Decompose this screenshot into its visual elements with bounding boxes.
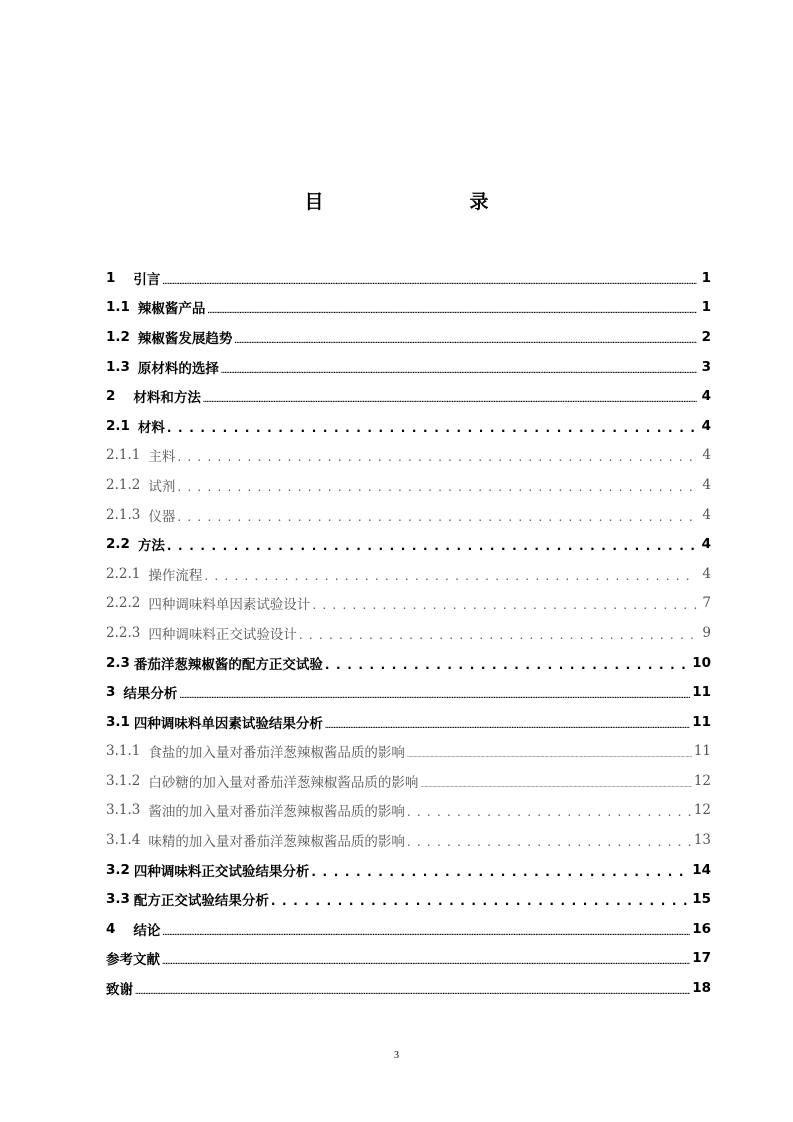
toc-entry[interactable]: [106, 648, 711, 678]
toc-entry-number: 3.1: [106, 713, 130, 730]
toc-entry[interactable]: [106, 381, 711, 411]
toc-entry-title: 方法: [137, 538, 165, 555]
toc-entry[interactable]: [106, 825, 711, 855]
toc-leader-dots: [135, 982, 690, 998]
toc-entry-page: 4: [701, 417, 711, 434]
toc-entry-page: 4: [701, 388, 711, 405]
toc-entry-title: 四种调味料单因素试验结果分析: [133, 715, 323, 732]
toc-entry-page: 18: [692, 980, 711, 997]
toc-entry-title: 材料和方法: [133, 390, 201, 407]
toc-leader-dots: [407, 834, 692, 850]
toc-entry-title: 仪器: [148, 508, 176, 525]
toc-entry-page: 10: [692, 654, 711, 671]
toc-entry-title: 味精的加入量对番茄洋葱辣椒酱品质的影响: [148, 834, 405, 851]
toc-leader-dots: [177, 479, 697, 495]
toc-entry-title: 操作流程: [148, 567, 203, 584]
toc-leader-dots: [325, 716, 690, 732]
toc-entry[interactable]: [106, 322, 711, 352]
toc-leader-dots: [311, 864, 690, 880]
toc-entry-page: 11: [692, 713, 711, 730]
toc-leader-dots: [407, 745, 692, 761]
toc-leader-dots: [203, 390, 697, 406]
toc-entry-title: 四种调味料单因素试验设计: [148, 597, 311, 614]
toc-entry-page: 4: [701, 536, 711, 553]
toc-entry-number: 3.3: [106, 891, 130, 908]
toc-entry-page: 13: [693, 832, 711, 849]
toc-entry-number: 2.2.3: [106, 624, 141, 641]
toc-leader-dots: [177, 449, 697, 465]
toc-entry-title: 结果分析: [123, 686, 178, 703]
toc-entry-title: 食盐的加入量对番茄洋葱辣椒酱品质的影响: [148, 745, 405, 762]
toc-entry-page: 12: [693, 772, 711, 789]
toc-entry[interactable]: [106, 677, 711, 707]
toc-entry-number: 2.1.2: [106, 476, 141, 493]
toc-entry-number: 2.1.1: [106, 447, 141, 464]
toc-entry-title: 辣椒酱产品: [137, 301, 206, 318]
toc-leader-dots: [299, 627, 697, 643]
toc-leader-dots: [234, 331, 697, 347]
toc-leader-dots: [407, 804, 692, 820]
toc-entry-page: 4: [702, 476, 711, 493]
toc-entry-title: 白砂糖的加入量对番茄洋葱辣椒酱品质的影响: [148, 774, 419, 791]
toc-entry-number: 4: [106, 920, 116, 937]
toc-leader-dots: [312, 597, 697, 613]
toc-entry-page: 4: [702, 447, 711, 464]
toc-entry-number: 3.1.1: [106, 743, 141, 760]
toc-leader-dots: [162, 952, 690, 968]
toc-leader-dots: [325, 657, 690, 673]
toc-entry[interactable]: [106, 589, 711, 619]
toc-leader-dots: [204, 568, 697, 584]
toc-entry-number: 3.1.3: [106, 802, 141, 819]
toc-entry[interactable]: [106, 618, 711, 648]
toc-entry-page: 3: [701, 358, 711, 375]
toc-entry-title: 酱油的加入量对番茄洋葱辣椒酱品质的影响: [148, 804, 405, 821]
toc-entry-number: 3.1.4: [106, 832, 141, 849]
toc-entry-title: 试剂: [148, 478, 176, 495]
toc-entry[interactable]: [106, 707, 711, 737]
toc-entry-page: 11: [692, 684, 711, 701]
toc-entry-number: 2.1.3: [106, 506, 141, 523]
toc-entry-title: 结论: [133, 922, 161, 939]
toc-entry[interactable]: [106, 737, 711, 767]
toc-entry-page: 16: [692, 920, 711, 937]
toc-entry-number: 2: [106, 388, 116, 405]
toc-entry-title: 主料: [148, 449, 176, 466]
toc-entry-title: 致谢: [106, 982, 133, 999]
toc-leader-dots: [162, 272, 697, 288]
toc-entry-number: 1.3: [106, 358, 130, 375]
toc-entry-page: 14: [692, 861, 711, 878]
toc-entry-page: 2: [701, 328, 711, 345]
toc-entry-number: 2.3: [106, 654, 130, 671]
toc-leader-dots: [271, 893, 690, 909]
toc-entry[interactable]: [106, 263, 711, 293]
toc-entry-page: 11: [693, 743, 711, 760]
toc-entry-title: 四种调味料正交试验设计: [148, 626, 297, 643]
toc-entry[interactable]: [106, 352, 711, 382]
toc-entry[interactable]: [106, 470, 711, 500]
toc-entry[interactable]: [106, 411, 711, 441]
toc-entry-page: 1: [701, 269, 711, 286]
toc-entry-title: 引言: [133, 271, 161, 288]
toc-entry-number: 2.2.1: [106, 565, 141, 582]
toc-entry-title: 材料: [137, 419, 165, 436]
toc-entry-number: 2.1: [106, 417, 130, 434]
toc-entry[interactable]: [106, 884, 711, 914]
toc-title: 目 录: [304, 191, 525, 213]
toc-entry-page: 17: [692, 950, 711, 967]
toc-entry-page: 9: [702, 624, 711, 641]
toc-entry[interactable]: [106, 914, 711, 944]
toc-entry[interactable]: [106, 559, 711, 589]
toc-entry-page: 15: [692, 891, 711, 908]
toc-leader-dots: [207, 301, 697, 317]
toc-leader-dots: [177, 509, 697, 525]
toc-entry-title: 参考文献: [106, 952, 160, 969]
toc-entry-title: 辣椒酱发展趋势: [137, 330, 233, 347]
toc-entry-number: 3: [106, 684, 116, 701]
toc-leader-dots: [420, 775, 691, 791]
page-number: 3: [394, 1050, 399, 1061]
toc-entry-number: 1.1: [106, 299, 130, 316]
toc-entry[interactable]: [106, 529, 711, 559]
toc-entry-title: 番茄洋葱辣椒酱的配方正交试验: [133, 656, 323, 673]
toc-entry[interactable]: [106, 293, 711, 323]
toc-leader-dots: [162, 923, 690, 939]
toc-entry[interactable]: [106, 944, 711, 974]
toc-entry-number: 1.2: [106, 328, 130, 345]
toc-entry-number: 1: [106, 269, 116, 286]
toc-entry[interactable]: [106, 766, 711, 796]
toc-entry[interactable]: [106, 973, 711, 1003]
toc-leader-dots: [179, 686, 690, 702]
toc-entry-page: 4: [702, 506, 711, 523]
toc-entry-number: 2.2.2: [106, 595, 141, 612]
toc-leader-dots: [167, 420, 697, 436]
toc-entry-page: 4: [702, 565, 711, 582]
toc-entry[interactable]: [106, 500, 711, 530]
toc-entry[interactable]: [106, 796, 711, 826]
toc-leader-dots: [221, 361, 697, 377]
toc-entry-number: 3.1.2: [106, 772, 141, 789]
toc-entry-title: 配方正交试验结果分析: [133, 893, 269, 910]
toc-entry-page: 7: [702, 595, 711, 612]
toc-entry-number: 3.2: [106, 861, 130, 878]
toc-entry[interactable]: [106, 441, 711, 471]
toc-entry[interactable]: [106, 855, 711, 885]
toc-entry-title: 原材料的选择: [137, 360, 219, 377]
table-of-contents: [106, 263, 711, 1003]
toc-entry-page: 1: [701, 299, 711, 316]
toc-entry-number: 2.2: [106, 536, 130, 553]
toc-leader-dots: [167, 538, 697, 554]
toc-entry-title: 四种调味料正交试验结果分析: [133, 863, 310, 880]
toc-entry-page: 12: [693, 802, 711, 819]
